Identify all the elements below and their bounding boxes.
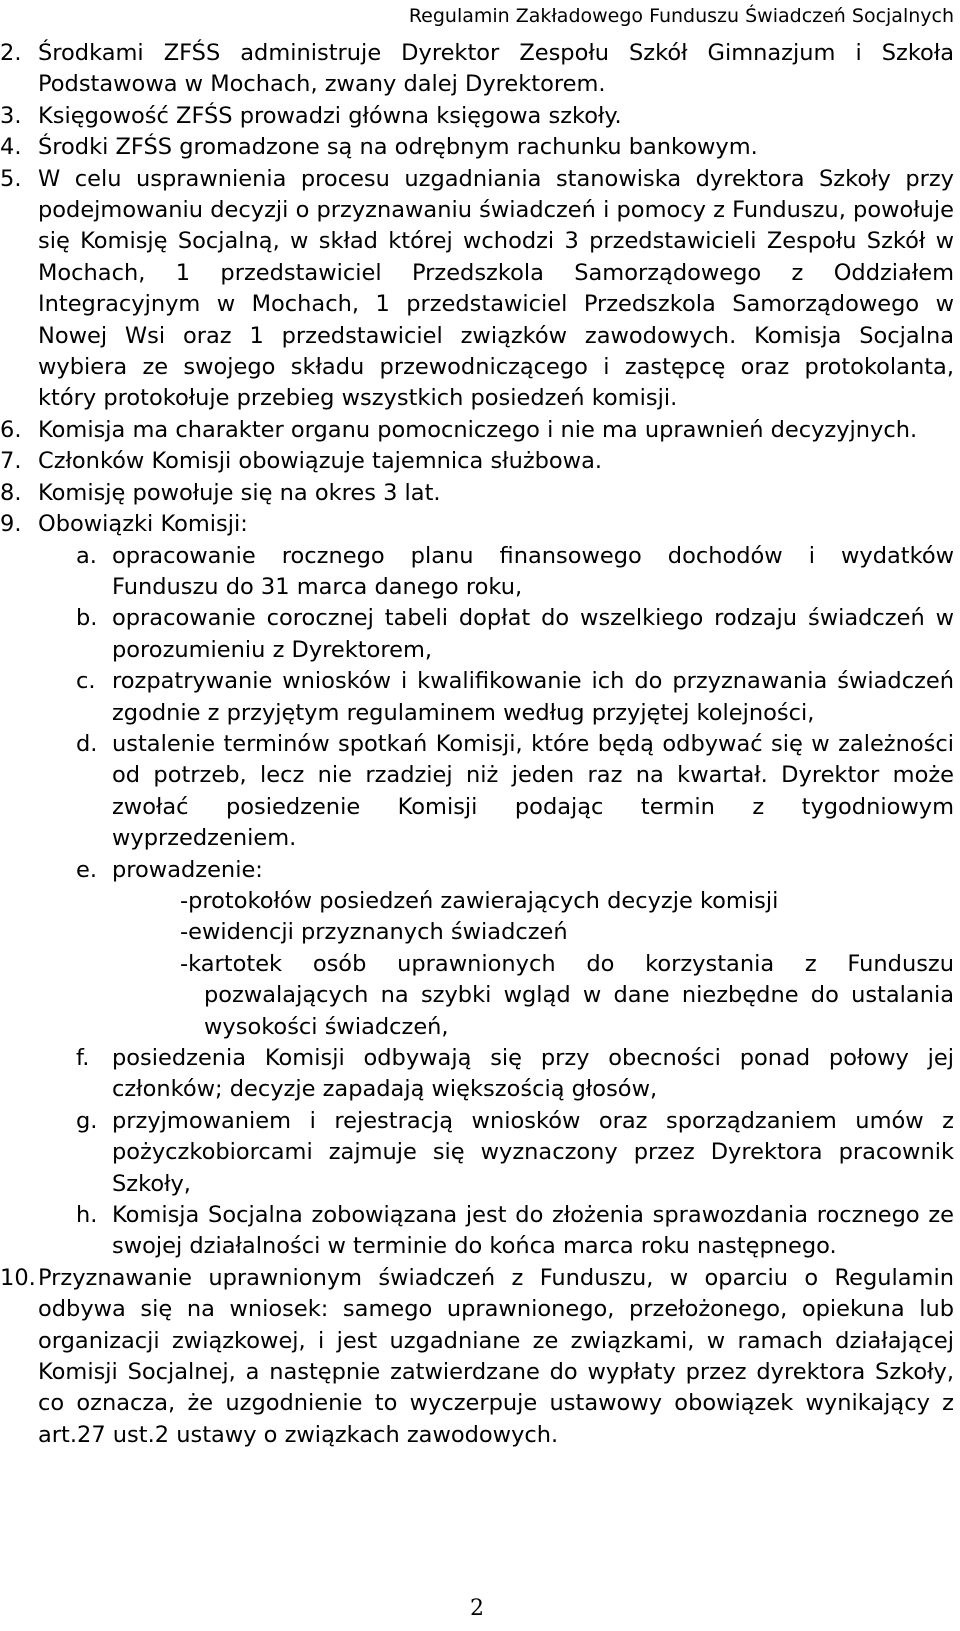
duty-letter: d. <box>76 730 98 757</box>
list-item-4 <box>0 132 954 163</box>
list-item-2 <box>0 38 954 101</box>
duty-item-c <box>0 666 954 729</box>
duty-text: rozpatrywanie wniosków i kwalifikowanie ich do przyznawania świadczeń zgodnie z przyjętym regulaminem według przyjętej kolejności, <box>112 668 954 726</box>
duty-item-h <box>0 1200 954 1263</box>
duty-item-d <box>0 729 954 855</box>
duty-item-b <box>0 603 954 666</box>
document-body <box>0 38 954 1451</box>
list-item-7 <box>0 446 954 477</box>
record-item-protocols <box>180 886 954 917</box>
duty-item-e <box>0 855 954 886</box>
duty-letter: b. <box>76 605 98 632</box>
running-header: Regulamin Zakładowego Funduszu Świadczeń Socjalnych <box>408 5 954 27</box>
item-text: W celu usprawnienia procesu uzgadniania stanowiska dyrektora Szkoły przy podejmowaniu decyzji o przyznawaniu świadczeń i pomocy z Funduszu, powołuje się Komisję Socjalną, w skład której wchodzi 3 przedstawicieli Zespołu Szkół w Mochach, 1 przedstawiciel Przedszkola Samorządowego z Oddziałem Integracyjnym w Mochach, 1 przedstawiciel Przedszkola Samorządowego w Nowej Wsi oraz 1 przedstawiciel związków zawodowych. Komisja Socjalna wybiera ze swojego składu przewodniczącego i zastępcę oraz protokolanta, który protokołuje przebieg wszystkich posiedzeń komisji. <box>38 165 954 412</box>
record-item-files <box>180 949 954 1043</box>
item-text: Obowiązki Komisji: <box>38 511 248 538</box>
list-item-10 <box>0 1263 954 1451</box>
item-number: 7. <box>0 448 22 475</box>
duty-letter: f. <box>76 1045 90 1071</box>
duty-letter: e. <box>76 856 97 883</box>
list-item-8 <box>0 478 954 509</box>
list-item-3 <box>0 101 954 132</box>
item-number: 10. <box>0 1264 36 1291</box>
item-text: Komisję powołuje się na okres 3 lat. <box>38 479 441 506</box>
list-item-6 <box>0 415 954 446</box>
item-number: 6. <box>0 416 22 443</box>
item-text: Środkami ZFŚS administruje Dyrektor Zespołu Szkół Gimnazjum i Szkoła Podstawowa w Mochach, zwany dalej Dyrektorem. <box>38 40 954 98</box>
item-text: Członków Komisji obowiązuje tajemnica służbowa. <box>38 448 603 475</box>
item-text: Przyznawanie uprawnionym świadczeń z Funduszu, w oparciu o Regulamin odbywa się na wniosek: samego uprawnionego, przełożonego, opiekuna lub organizacji związkowej, i jest uzgadniane ze związkami, w ramach działającej Komisji Socjalnej, a następnie zatwierdzane do wypłaty przez dyrektora Szkoły, co oznacza, że uzgodnienie to wyczerpuje ustawowy obowiązek wynikający z art.27 ust.2 ustawy o związkach zawodowych. <box>38 1264 954 1448</box>
item-number: 2. <box>0 40 22 66</box>
item-number: 4. <box>0 134 22 161</box>
item-text: Księgowość ZFŚS prowadzi główna księgowa szkoły. <box>38 102 622 129</box>
duty-item-a <box>0 541 954 604</box>
duty-letter: a. <box>76 542 97 569</box>
list-item-9 <box>0 509 954 540</box>
duty-text: ustalenie terminów spotkań Komisji, które będą odbywać się w zależności od potrzeb, lecz nie rzadziej niż jeden raz na kwartał. Dyrektor może zwołać posiedzenie Komisji podając termin z tygodniowym wyprzedzeniem. <box>112 730 954 852</box>
duty-item-g <box>0 1106 954 1200</box>
item-number: 5. <box>0 165 22 192</box>
record-text: -protokołów posiedzeń zawierających decyzje komisji <box>180 887 779 914</box>
record-item-benefits <box>180 917 954 948</box>
duty-text: przyjmowaniem i rejestracją wniosków oraz sporządzaniem umów z pożyczkobiorcami zajmuje się wyznaczony przez Dyrektora pracownik Szkoły, <box>112 1107 954 1197</box>
item-number: 9. <box>0 511 22 538</box>
duty-letter: h. <box>76 1202 98 1229</box>
duty-text: Komisja Socjalna zobowiązana jest do złożenia sprawozdania rocznego ze swojej działalności w terminie do końca marca roku następnego. <box>112 1202 954 1260</box>
duty-text: posiedzenia Komisji odbywają się przy obecności ponad połowy jej członków; decyzje zapadają większością głosów, <box>112 1045 954 1103</box>
item-number: 8. <box>0 479 22 506</box>
duty-item-f <box>0 1043 954 1106</box>
duty-text: prowadzenie: <box>112 856 263 883</box>
duty-letter: c. <box>76 668 96 695</box>
list-item-5 <box>0 164 954 415</box>
record-text: -ewidencji przyznanych świadczeń <box>180 919 568 946</box>
duty-text: opracowanie rocznego planu finansowego dochodów i wydatków Funduszu do 31 marca danego roku, <box>112 542 954 600</box>
record-text: -kartotek osób uprawnionych do korzystania z Funduszu pozwalających na szybki wgląd w dane niezbędne do ustalania wysokości świadczeń, <box>180 950 954 1040</box>
duty-text: opracowanie corocznej tabeli dopłat do wszelkiego rodzaju świadczeń w porozumieniu z Dyrektorem, <box>112 605 954 663</box>
duty-letter: g. <box>76 1107 98 1134</box>
item-text: Komisja ma charakter organu pomocniczego i nie ma uprawnień decyzyjnych. <box>38 416 918 443</box>
item-number: 3. <box>0 102 22 129</box>
item-text: Środki ZFŚS gromadzone są na odrębnym rachunku bankowym. <box>38 134 758 161</box>
page-number: 2 <box>470 1596 484 1621</box>
